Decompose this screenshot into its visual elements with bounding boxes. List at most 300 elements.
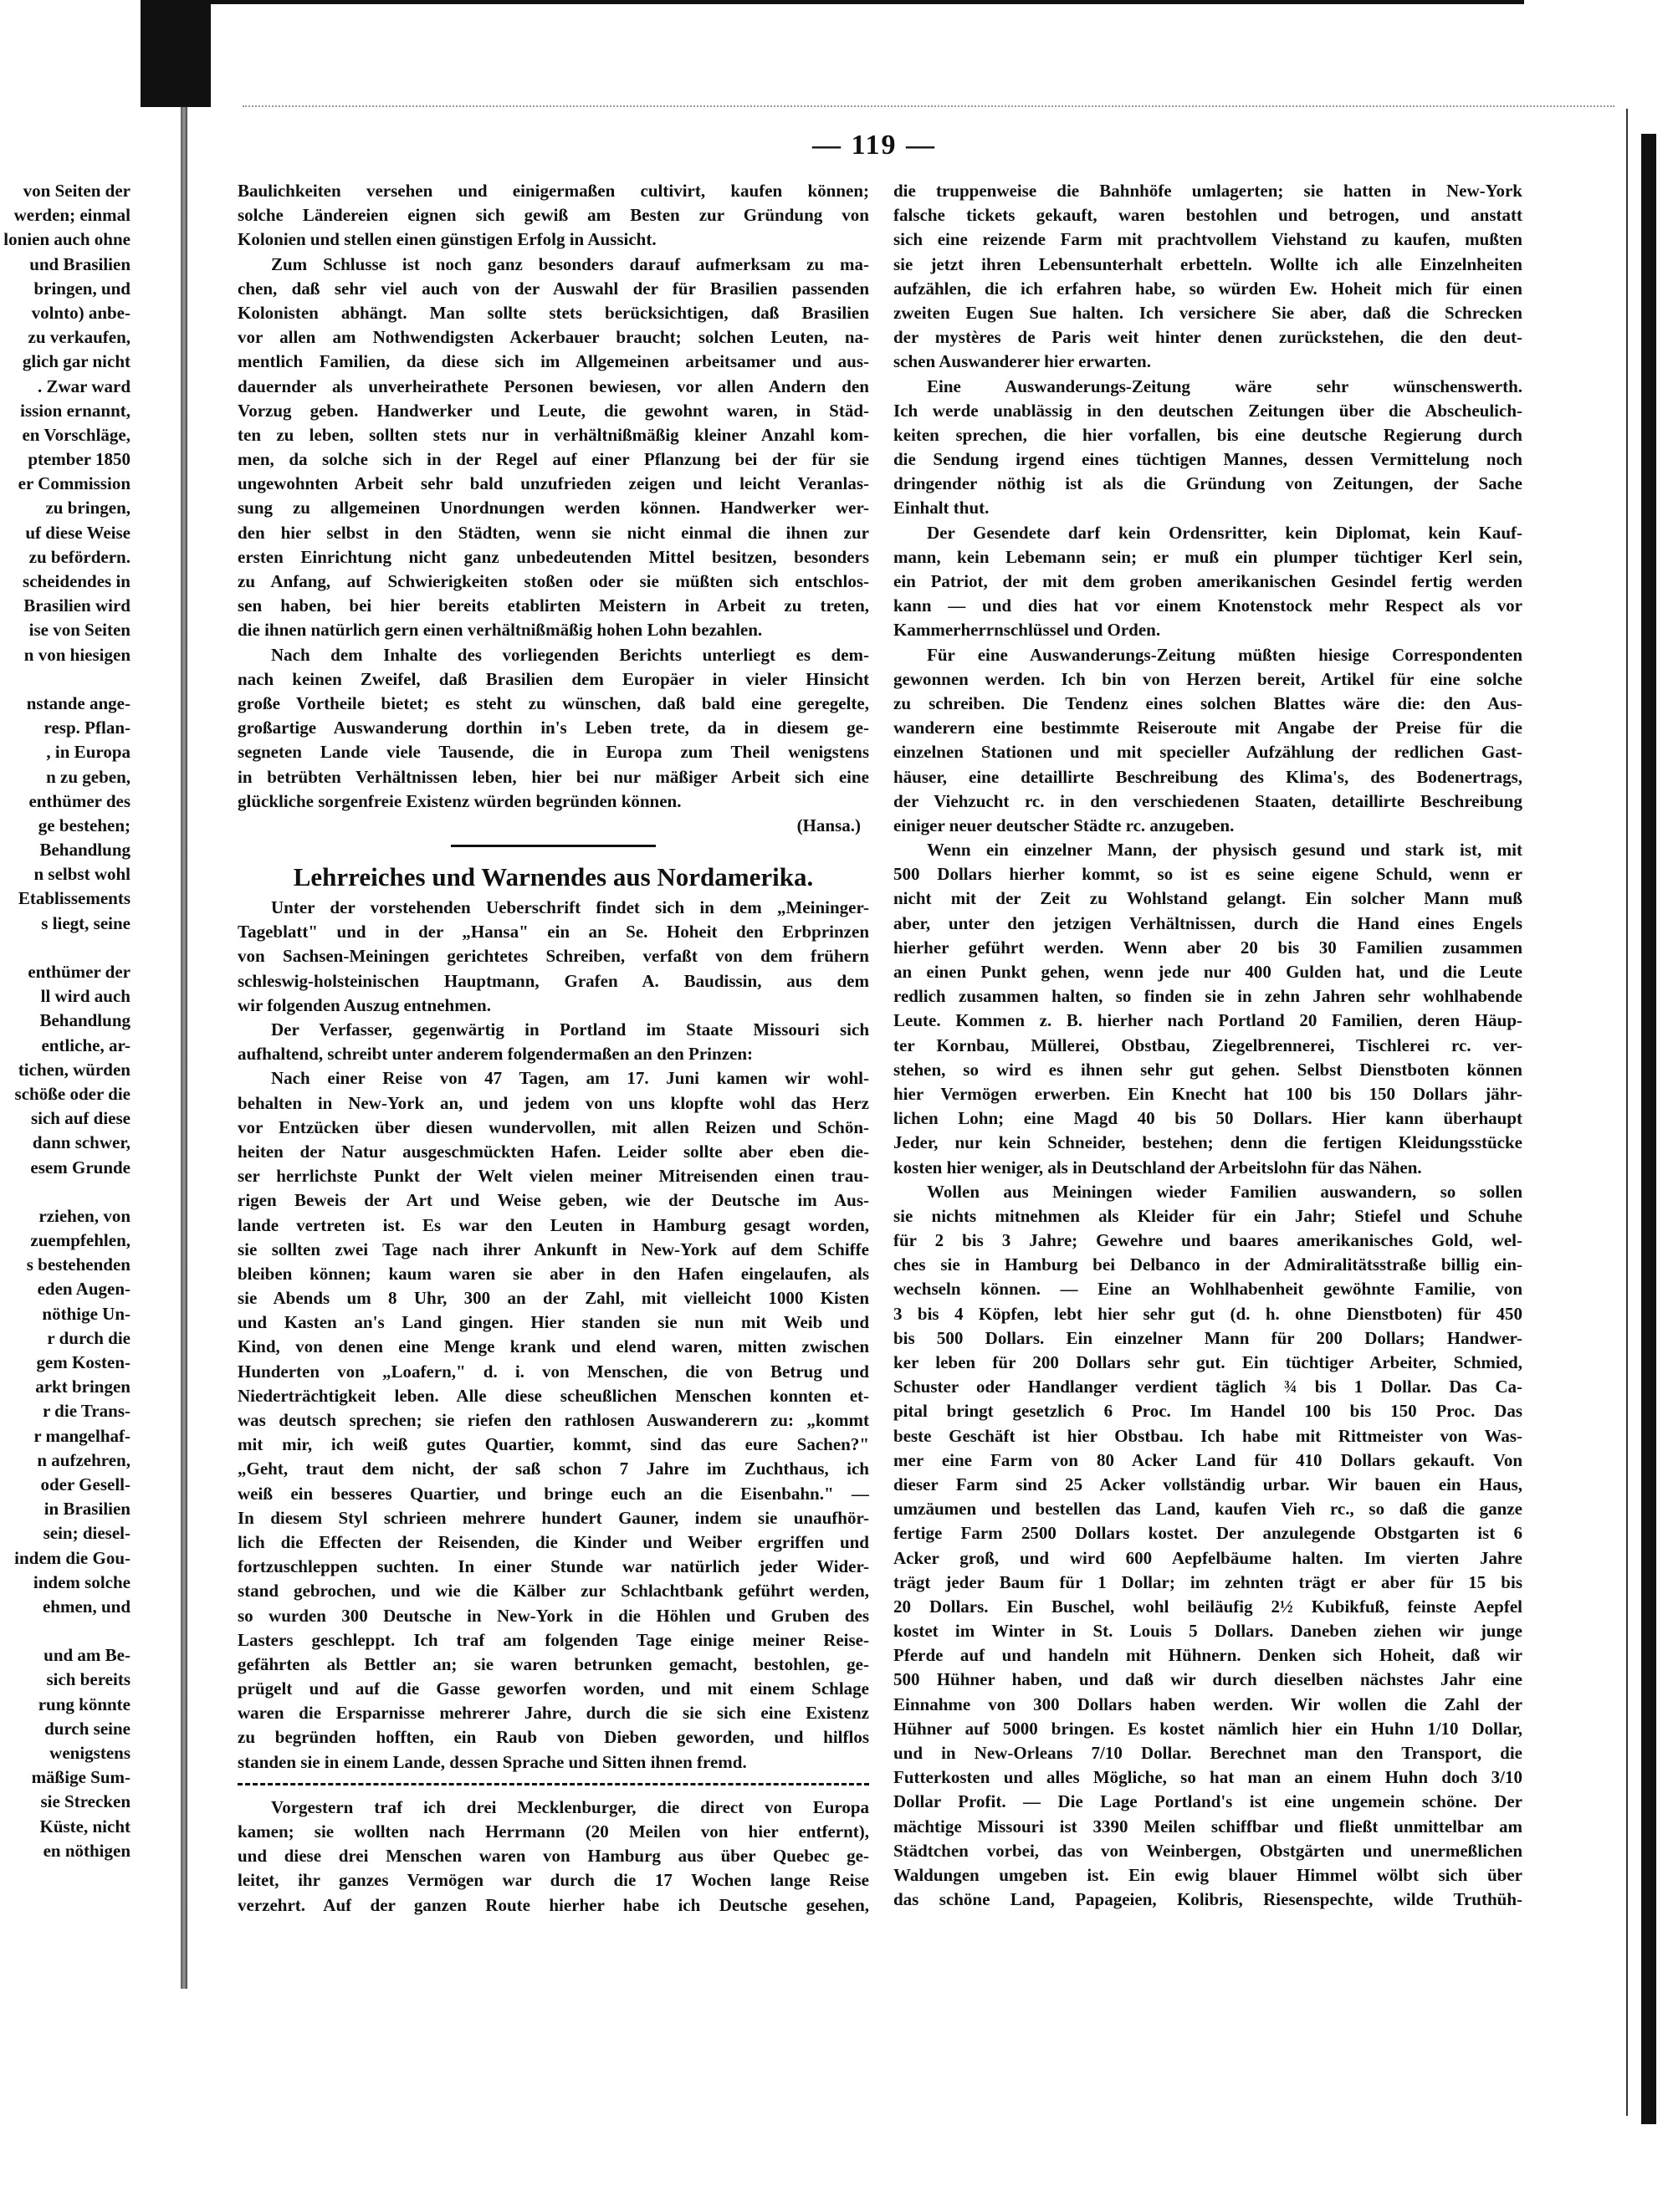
- text-line-fragment-text: . Zwar ward: [37, 375, 130, 396]
- text-line: [893, 399, 1522, 423]
- text-line: [893, 1180, 1522, 1204]
- text-line: [238, 399, 869, 423]
- text-line-text: ker leben für 200 Dollars sehr gut. Ein tüchtiger Arbeiter, Schmied,: [893, 1352, 1522, 1372]
- text-line-text: Kind, von denen eine Menge krank und elend waren, mitten zwischen: [238, 1336, 869, 1357]
- page-top-edge: [243, 105, 1614, 107]
- text-line-text: Lasters geschleppt. Ich traf am folgenden Tage einige meiner Reise-: [238, 1629, 869, 1650]
- text-line-fragment: [0, 984, 130, 1009]
- text-line: [893, 1424, 1522, 1448]
- text-line-text: und Kasten an's Land gingen. Hier standen sie nun mit Weib und: [238, 1312, 869, 1333]
- text-line: [893, 814, 1522, 838]
- text-line-text: mächtige Missouri ist 3390 Meilen schiffbar und fließt unmittelbar am: [893, 1816, 1522, 1837]
- text-line-fragment-text: von Seiten der: [23, 181, 130, 201]
- text-line-text: solche Ländereien eignen sich gewiß am Besten zur Gründung von: [238, 205, 869, 226]
- text-line-text: trägt jeder Baum für 1 Dollar; im zehnten trägt er aber für 15 bis: [893, 1571, 1522, 1592]
- text-line-fragment-text: ge bestehen;: [38, 815, 130, 835]
- text-line: [238, 1844, 869, 1868]
- text-line-text: mer eine Farm von 80 Acker Land für 410 Dollars gekauft. Von: [893, 1449, 1522, 1470]
- text-line: [893, 496, 1522, 520]
- text-line: [893, 912, 1522, 936]
- text-line: [893, 1668, 1522, 1692]
- page-number: — 119 —: [811, 130, 937, 161]
- text-line: [238, 227, 869, 252]
- text-line-fragment: [0, 1009, 130, 1033]
- text-line-fragment-text: sich auf diese: [30, 1108, 130, 1129]
- text-line: [238, 1653, 869, 1677]
- text-line-text: Ich werde unablässig in den deutschen Zeitungen über die Abscheulich-: [893, 400, 1522, 421]
- text-line: [893, 227, 1522, 252]
- scan-border-right: [1641, 134, 1656, 2124]
- text-line-text: wechseln können. — Eine an Wohlhabenheit gewöhnte Familie, von: [893, 1279, 1522, 1300]
- text-line: [238, 496, 869, 520]
- text-line-text: so wurden 300 Deutsche in New-York in die Höhlen und Gruben des: [238, 1605, 869, 1626]
- text-line-fragment: [0, 1595, 130, 1619]
- text-line-text: kosten hier weniger, als in Deutschland der Arbeitslohn für das Nähen.: [893, 1157, 1422, 1178]
- text-line-text: Pferde auf und handeln mit Hühnern. Denken sich Hoheit, daß wir: [893, 1645, 1522, 1666]
- text-line: [238, 1530, 869, 1555]
- text-line: [238, 472, 869, 496]
- text-line-text: 500 Dollars hierher kommt, so ist es seine eigene Schuld, wenn er: [893, 864, 1522, 885]
- text-line-fragment: [0, 1448, 130, 1473]
- text-line-text: Kolonien und stellen einen günstigen Erfolg in Aussicht.: [238, 229, 657, 250]
- paragraph: [893, 838, 1522, 1180]
- text-line-fragment: [0, 1765, 130, 1790]
- text-line: [238, 1482, 869, 1506]
- text-line-fragment-text: rung könnte: [38, 1693, 130, 1714]
- text-line-text: Unter der vorstehenden Ueberschrift findet sich in dem „Meininger-: [271, 897, 869, 918]
- text-line: [238, 1238, 869, 1262]
- text-line-fragment: [0, 496, 130, 520]
- text-line-text: großartige Auswanderung dorthin in's Leben trete, da in diesem ge-: [238, 718, 869, 738]
- text-line-text: bis 500 Dollars. Ein einzelner Mann für 200 Dollars; Handwer-: [893, 1327, 1522, 1348]
- text-line: [893, 1863, 1522, 1888]
- text-line: [238, 301, 869, 325]
- text-line: [238, 1677, 869, 1701]
- text-line: [893, 1326, 1522, 1351]
- text-line-fragment: [0, 253, 130, 277]
- text-line-fragment-text: und Brasilien: [29, 253, 130, 274]
- text-line: [238, 423, 869, 447]
- text-line-text: heiten der Natur ausgeschmückten Hafen. Leider sollte aber eben die-: [238, 1141, 869, 1162]
- text-line-fragment-text: r durch die: [47, 1327, 130, 1348]
- text-line-text: sie jetzt ihren Lebensunterhalt erbetteln. Wollte ich alle Einzelnheiten: [893, 253, 1522, 274]
- text-line: [238, 1066, 869, 1091]
- text-line: [893, 179, 1522, 203]
- text-line-fragment-text: er Commission: [18, 473, 130, 494]
- text-line: [238, 692, 869, 716]
- text-line-fragment-text: volnto) anbe-: [31, 302, 130, 323]
- text-line-text: zu Anfang, auf Schwierigkeiten stoßen oder sie müßten sich entschlos-: [238, 571, 869, 591]
- text-line-text: gewonnen werden. Ich bin von Herzen bereit, Artikel für eine solche: [893, 668, 1522, 689]
- text-line: [893, 1473, 1522, 1497]
- text-line-text: 3 bis 4 Köpfen, lebt hier sehr gut (d. h. ohne Dienstboten) für 450: [893, 1303, 1522, 1324]
- text-line-fragment-text: oder Gesell-: [40, 1474, 130, 1494]
- text-line: [893, 618, 1522, 642]
- text-line-fragment: [0, 179, 130, 203]
- text-line-fragment-text: Küste, nicht: [39, 1816, 130, 1837]
- paragraph: [238, 1018, 869, 1066]
- text-line: [238, 1457, 869, 1481]
- text-line-fragment: [0, 1351, 130, 1375]
- text-line: [893, 765, 1522, 789]
- paragraph: [238, 1796, 869, 1918]
- text-line-fragment: [0, 1717, 130, 1741]
- text-line-fragment: [0, 1058, 130, 1082]
- paragraph: [893, 521, 1522, 643]
- paragraph-gap: [0, 936, 130, 960]
- previous-page-column-fragment: [0, 179, 130, 1863]
- text-line: [893, 1277, 1522, 1301]
- text-line: [893, 423, 1522, 447]
- text-line-fragment-text: n selbst wohl: [33, 864, 130, 885]
- text-line-fragment: [0, 423, 130, 447]
- text-line-text: 20 Dollars. Ein Buschel, wohl beiläufig 2½ Kubikfuß, feinste Aepfel: [893, 1596, 1522, 1617]
- page-right-edge: [1626, 109, 1628, 2116]
- text-line: [893, 984, 1522, 1009]
- text-line-text: große Vortheile bietet; es steht zu wünschen, daß bald eine geregelte,: [238, 692, 869, 713]
- text-line: [893, 1693, 1522, 1717]
- text-line: [238, 1555, 869, 1579]
- text-line: [893, 1619, 1522, 1643]
- text-line-fragment: [0, 960, 130, 984]
- text-line: [893, 960, 1522, 984]
- text-line-text: Der Gesendete darf kein Ordensritter, kein Diplomat, kein Kauf-: [927, 522, 1522, 543]
- text-line: [238, 969, 869, 994]
- text-line: [238, 375, 869, 399]
- text-line-fragment: [0, 1326, 130, 1351]
- text-line-fragment: [0, 1668, 130, 1692]
- text-line-text: Dollar Profit. — Die Lage Portland's ist eine ungemein schöne. Der: [893, 1791, 1522, 1812]
- text-line: [893, 1156, 1522, 1180]
- text-line: [893, 1643, 1522, 1668]
- text-line-fragment-text: ission ernannt,: [20, 400, 130, 421]
- text-line-text: aufzählen, die ich erfahren habe, so würden Ew. Hoheit mich für einen: [893, 278, 1522, 299]
- text-line: [893, 301, 1522, 325]
- paragraph: [893, 1180, 1522, 1913]
- text-line: [238, 325, 869, 350]
- text-line-fragment: [0, 1082, 130, 1106]
- text-line: [238, 944, 869, 968]
- text-line-fragment: [0, 472, 130, 496]
- text-line: [893, 716, 1522, 740]
- text-line-fragment-text: en nöthigen: [43, 1840, 130, 1861]
- text-line-fragment: [0, 1497, 130, 1521]
- text-line-fragment-text: entliche, ar-: [41, 1034, 130, 1055]
- text-line: [893, 1204, 1522, 1229]
- text-line-text: Schuster oder Handlanger verdient täglich ¾ bis 1 Dollar. Das Ca-: [893, 1377, 1522, 1397]
- text-line: [238, 643, 869, 667]
- text-line: [238, 277, 869, 301]
- text-line: [238, 618, 869, 642]
- text-line-fragment: [0, 1277, 130, 1301]
- text-line: [893, 1302, 1522, 1326]
- text-line-fragment-text: in Brasilien: [43, 1499, 130, 1520]
- text-line-text: gefährten als Bettler an; sie waren betrunken gemacht, bestohlen, ge-: [238, 1653, 869, 1674]
- text-line-fragment-text: dann schwer,: [32, 1132, 130, 1153]
- text-line-text: In diesem Styl schrieen mehrere hundert Gauner, indem sie unaufhör-: [238, 1507, 869, 1528]
- text-line-text: wanderern eine bestimmte Reiseroute mit Angabe der Preise für die: [893, 718, 1522, 738]
- text-line-text: Nach einer Reise von 47 Tagen, am 17. Juni kamen wir wohl-: [271, 1068, 869, 1089]
- text-line-text: Wollen aus Meiningen wieder Familien auswandern, so sollen: [927, 1181, 1522, 1202]
- text-line-fragment-text: zu befördern.: [28, 546, 130, 567]
- text-line-text: prügelt und auf die Gasse geworfen worden, und mit einem Schlage: [238, 1678, 869, 1699]
- text-line-fragment-text: lonien auch ohne: [3, 229, 130, 250]
- text-line-text: was deutsch sprechen; sie riefen den rathlosen Auswanderern zu: „kommt: [238, 1410, 869, 1430]
- text-line-text: Baulichkeiten versehen und einigermaßen cultivirt, kaufen können;: [238, 181, 869, 201]
- text-line-text: behalten in New-York an, und jedem von uns klopfte wohl das Herz: [238, 1092, 869, 1113]
- text-line: [893, 1131, 1522, 1155]
- text-line-text: Einnahme von 300 Dollars haben werden. Wir wollen die Zahl der: [893, 1693, 1522, 1714]
- text-line: [238, 1604, 869, 1628]
- text-line-fragment: [0, 618, 130, 642]
- paragraph-gap: [0, 1619, 130, 1643]
- text-line-fragment-text: esem Grunde: [30, 1157, 130, 1178]
- text-line-fragment: [0, 912, 130, 936]
- text-line-fragment: [0, 789, 130, 814]
- text-line-text: Zum Schlusse ist noch ganz besonders darauf aufmerksam zu ma-: [271, 253, 869, 274]
- text-line-fragment: [0, 765, 130, 789]
- text-line-fragment-text: sich bereits: [46, 1669, 130, 1690]
- text-line: [238, 1433, 869, 1457]
- text-line-fragment: [0, 350, 130, 374]
- source-credit-text: (Hansa.): [796, 815, 861, 835]
- text-line-fragment-text: resp. Pflan-: [43, 718, 130, 738]
- text-line-fragment-text: n aufzehren,: [37, 1449, 130, 1470]
- text-line-fragment-text: ptember 1850: [28, 449, 130, 470]
- text-line: [893, 1790, 1522, 1814]
- text-line-fragment: [0, 227, 130, 252]
- text-line-text: rigen Beweis der Art und Weise geben, wie der Deutsche im Aus-: [238, 1190, 869, 1211]
- text-line-fragment-text: r mangelhaf-: [33, 1425, 130, 1446]
- text-line: [238, 1042, 869, 1066]
- text-line-text: kann — und dies hat vor einem Knotenstock mehr Respect als vor: [893, 595, 1522, 616]
- text-line: [238, 765, 869, 789]
- text-line-text: chen, daß sehr viel auch von der Auswahl der für Brasilien passenden: [238, 278, 869, 299]
- text-line-text: zu schreiben. Die Tendenz eines solchen Blattes wäre die: den Aus-: [893, 692, 1522, 713]
- text-line: [893, 1765, 1522, 1790]
- text-line-text: mann, kein Lebemann sein; er muß ein plumper tüchtiger Kerl sein,: [893, 546, 1522, 567]
- text-column-middle: [238, 179, 869, 1918]
- text-line: [238, 179, 869, 203]
- source-credit: [238, 814, 869, 838]
- text-line-text: lande vertreten ist. Es war den Leuten in Hamburg gesagt worden,: [238, 1214, 869, 1235]
- text-line-fragment: [0, 545, 130, 570]
- text-line: [893, 1034, 1522, 1058]
- text-line: [893, 1253, 1522, 1277]
- section-divider: [451, 845, 656, 847]
- text-line: [238, 253, 869, 277]
- text-line: [893, 740, 1522, 764]
- text-line-fragment-text: n von hiesigen: [23, 644, 130, 665]
- text-line-text: und diese drei Menschen waren von Hamburg aus über Quebec ge-: [238, 1846, 869, 1867]
- text-line: [893, 1082, 1522, 1106]
- text-line: [893, 1815, 1522, 1839]
- text-line-text: nicht mit der Zeit zu Wohlstand gelangt. Ein solcher Mann muß: [893, 888, 1522, 909]
- paragraph: [893, 179, 1522, 375]
- text-line: [893, 1595, 1522, 1619]
- text-line-fragment: [0, 1815, 130, 1839]
- text-line-text: Hühner auf 5000 bringen. Es kostet nämlich hier ein Huhn 1/10 Dollar,: [893, 1718, 1522, 1739]
- text-line-text: wir folgenden Auszug entnehmen.: [238, 994, 491, 1015]
- text-line: [238, 1750, 869, 1775]
- text-line-text: bleiben können; kaum waren sie aber in den Hafen eingelaufen, als: [238, 1263, 869, 1284]
- text-line: [238, 1286, 869, 1310]
- text-line: [238, 740, 869, 764]
- text-line-fragment-text: indem solche: [33, 1571, 130, 1592]
- text-line-text: Niederträchtigkeit leben. Alle diese scheußlichen Menschen konnten et-: [238, 1385, 869, 1406]
- text-line-fragment-text: Brasilien wird: [23, 595, 130, 616]
- text-line-fragment: [0, 716, 130, 740]
- text-line: [238, 1262, 869, 1286]
- paragraph-gap: [0, 667, 130, 692]
- text-line: [893, 1717, 1522, 1741]
- text-line-fragment-text: indem die Gou-: [14, 1547, 130, 1568]
- text-line-fragment: [0, 1741, 130, 1765]
- text-line-text: einiger neuer deutscher Städte rc. anzugeben.: [893, 815, 1235, 835]
- text-line-text: sich eine reizende Farm mit prachtvollem Viehstand zu kaufen, mußten: [893, 229, 1522, 250]
- text-line: [893, 886, 1522, 911]
- text-line-text: zweiten Eugen Sue halten. Ich versichere Sie aber, daß die Schrecken: [893, 302, 1522, 323]
- text-line-text: Leute. Kommen z. B. hierher nach Portland 20 Familien, deren Häup-: [893, 1010, 1522, 1031]
- text-line-text: weiß ein besseres Quartier, und bringe euch an die Eisenbahn." —: [238, 1483, 869, 1504]
- text-line-text: ten zu leben, sollten stets nur in verhältnißmäßig kleiner Anzahl kom-: [238, 424, 869, 445]
- text-line-fragment-text: durch seine: [44, 1718, 130, 1739]
- text-line: [893, 570, 1522, 594]
- text-line-fragment-text: ise von Seiten: [28, 620, 130, 641]
- article-heading: Lehrreiches und Warnendes aus Nordamerika.: [293, 862, 814, 892]
- text-line-text: stand gebrochen, und wie die Kälber zur Schlachtbank geführt werden,: [238, 1581, 869, 1602]
- text-line-text: mentlich Familien, da diese sich im Allgemeinen arbeitsamer und aus-: [238, 351, 869, 372]
- paragraph: [238, 643, 869, 814]
- text-line-text: Städtchen vorbei, das von Weinbergen, Obstgärten und unermeßlichen: [893, 1840, 1522, 1861]
- text-line-fragment: [0, 325, 130, 350]
- text-line-text: einzelnen Stationen und mit specieller Aufzählung der redlichen Gast-: [893, 742, 1522, 763]
- text-line-text: fertige Farm 2500 Dollars kostet. Der anzulegende Obstgarten ist 6: [893, 1523, 1522, 1544]
- text-line-fragment-text: Etablissements: [18, 888, 130, 909]
- text-line: [893, 1375, 1522, 1399]
- text-line: [893, 862, 1522, 886]
- text-line: [893, 253, 1522, 277]
- text-line: [893, 545, 1522, 570]
- text-line-fragment: [0, 1375, 130, 1399]
- text-line-text: von Sachsen-Meiningen gerichtetes Schreiben, verfaßt von dem frühern: [238, 946, 869, 967]
- text-line-text: schleswig-holsteinischen Hauptmann, Grafen A. Baudissin, aus dem: [238, 970, 869, 991]
- text-line-text: segneten Lande viele Tausende, die in Europa zum Theil wenigstens: [238, 742, 869, 763]
- text-line-fragment-text: gem Kosten-: [36, 1352, 130, 1372]
- text-line-fragment-text: Behandlung: [39, 840, 130, 861]
- text-line-text: waren die Ersparnisse mehrerer Jahre, durch die sie sich eine Existenz: [238, 1703, 869, 1724]
- text-line: [238, 545, 869, 570]
- text-line-fragment-text: schöße oder die: [14, 1083, 130, 1104]
- text-line: [238, 1701, 869, 1725]
- text-line-text: und in New-Orleans 7/10 Dollar. Berechnet man den Transport, die: [893, 1743, 1522, 1763]
- text-line: [893, 1571, 1522, 1595]
- text-line: [893, 692, 1522, 716]
- text-line-text: nach keinen Zweifel, daß Brasilien dem Europäer in vieler Hinsicht: [238, 668, 869, 689]
- text-line-text: Wenn ein einzelner Mann, der physisch gesund und stark ist, mit: [927, 840, 1522, 861]
- text-line-text: lichen Lohn; eine Magd 40 bis 50 Dollars. Hier kann überhaupt: [893, 1108, 1522, 1129]
- text-line: [893, 1448, 1522, 1473]
- text-line-text: kostet im Winter in St. Louis 5 Dollars. Daneben ziehen wir junge: [893, 1621, 1522, 1642]
- paragraph: [238, 179, 869, 253]
- text-line-text: Nach dem Inhalte des vorliegenden Berichts unterliegt es dem-: [271, 644, 869, 665]
- text-line-text: Einhalt thut.: [893, 498, 990, 519]
- text-line-fragment-text: zu bringen,: [45, 498, 130, 519]
- text-line: [893, 521, 1522, 545]
- text-line: [238, 1188, 869, 1213]
- text-line-fragment: [0, 1253, 130, 1277]
- text-line: [238, 667, 869, 692]
- text-line-text: Jeder, nur kein Schneider, bestehen; denn die fertigen Kleidungsstücke: [893, 1132, 1522, 1153]
- text-line: [893, 1521, 1522, 1545]
- text-line: [238, 1579, 869, 1603]
- text-line-fragment: [0, 570, 130, 594]
- text-line: [238, 1164, 869, 1188]
- text-line-fragment-text: tichen, würden: [18, 1059, 130, 1080]
- text-line-text: beste Geschäft ist hier Obstbau. Ich habe mit Rittmeister von Was-: [893, 1425, 1522, 1446]
- text-line-fragment: [0, 1571, 130, 1595]
- text-line: [893, 667, 1522, 692]
- text-line: [238, 521, 869, 545]
- text-line: [238, 350, 869, 374]
- text-line-text: Acker groß, und wird 600 Aepfelbäume halten. Im vierten Jahre: [893, 1547, 1522, 1568]
- text-line-text: Waldungen umgeben ist. Ein ewig blauer Himmel wölbt sich über: [893, 1864, 1522, 1885]
- text-line-fragment: [0, 692, 130, 716]
- text-line: [238, 1628, 869, 1653]
- text-line-text: Vorzug geben. Handwerker und Leute, die gewohnt waren, in Städ-: [238, 400, 869, 421]
- text-line-text: falsche tickets gekauft, waren bestohlen und betrogen, und anstatt: [893, 205, 1522, 226]
- text-line: [893, 643, 1522, 667]
- text-line-text: ersten Einrichtung nicht ganz unbedeutenden Mittel besitzen, besonders: [238, 546, 869, 567]
- text-line-text: umzäumen und bestellen das Land, kaufen Vieh rc., so daß die ganze: [893, 1499, 1522, 1520]
- text-line-text: sung zu allgemeinen Unordnungen werden können. Handwerker wer-: [238, 498, 869, 519]
- text-line-text: Eine Auswanderungs-Zeitung wäre sehr wünschenswerth.: [927, 375, 1522, 396]
- text-line: [238, 1018, 869, 1042]
- text-line-fragment-text: und am Be-: [43, 1645, 130, 1666]
- text-line-fragment: [0, 1693, 130, 1717]
- text-line-fragment-text: n zu geben,: [46, 766, 130, 787]
- text-line-fragment-text: s liegt, seine: [41, 912, 130, 933]
- text-line-fragment: [0, 838, 130, 862]
- text-line-text: hier Vermögen erwerben. Ein Knecht hat 100 bis 150 Dollars jähr-: [893, 1083, 1522, 1104]
- text-line: [893, 1229, 1522, 1253]
- text-line: [238, 994, 869, 1018]
- text-line-fragment: [0, 521, 130, 545]
- text-line-fragment: [0, 1106, 130, 1131]
- text-line: [238, 1893, 869, 1918]
- text-line-text: an einen Punkt gehen, wenn jede nur 400 Gulden hat, und die Leute: [893, 962, 1522, 982]
- text-line-text: in betrübten Verhältnissen leben, hier bei nur mäßiger Arbeit sich eine: [238, 766, 869, 787]
- text-line-text: 500 Hühner haben, und daß wir durch dieselben nächstes Jahr eine: [893, 1669, 1522, 1690]
- text-line-text: ungewohnten Arbeit sehr bald unzufrieden zeigen und leicht Veranlas-: [238, 473, 869, 494]
- scan-border-top: [211, 0, 1524, 4]
- text-line-text: redlich zusammen halten, so finden sie in zehn Jahren sehr wohlhabende: [893, 986, 1522, 1007]
- text-line-text: mit mir, ich weiß gutes Quartier, kommt, sind das eure Sachen?": [238, 1434, 869, 1455]
- text-line-text: sie sollten zwei Tage nach ihrer Ankunft in New-York auf dem Schiffe: [238, 1239, 869, 1259]
- text-line-text: stehen, so wird es ihnen sehr gut gehen. Selbst Dienstboten können: [893, 1059, 1522, 1080]
- text-line-fragment: [0, 1473, 130, 1497]
- text-line-fragment-text: Behandlung: [39, 1010, 130, 1031]
- text-line: [893, 472, 1522, 496]
- text-line-text: Vorgestern traf ich drei Mecklenburger, die direct von Europa: [271, 1796, 869, 1817]
- text-line-fragment-text: arkt bringen: [35, 1377, 130, 1397]
- text-line-text: verzehrt. Auf der ganzen Route hierher habe ich Deutsche gesehen,: [238, 1894, 869, 1915]
- text-line: [238, 896, 869, 920]
- text-line-fragment-text: nstande ange-: [26, 692, 130, 713]
- text-line: [238, 1725, 869, 1750]
- text-line: [893, 1009, 1522, 1033]
- text-line-text: „Geht, traut dem nicht, der saß schon 7 Jahre im Zuchthaus, ich: [238, 1458, 869, 1479]
